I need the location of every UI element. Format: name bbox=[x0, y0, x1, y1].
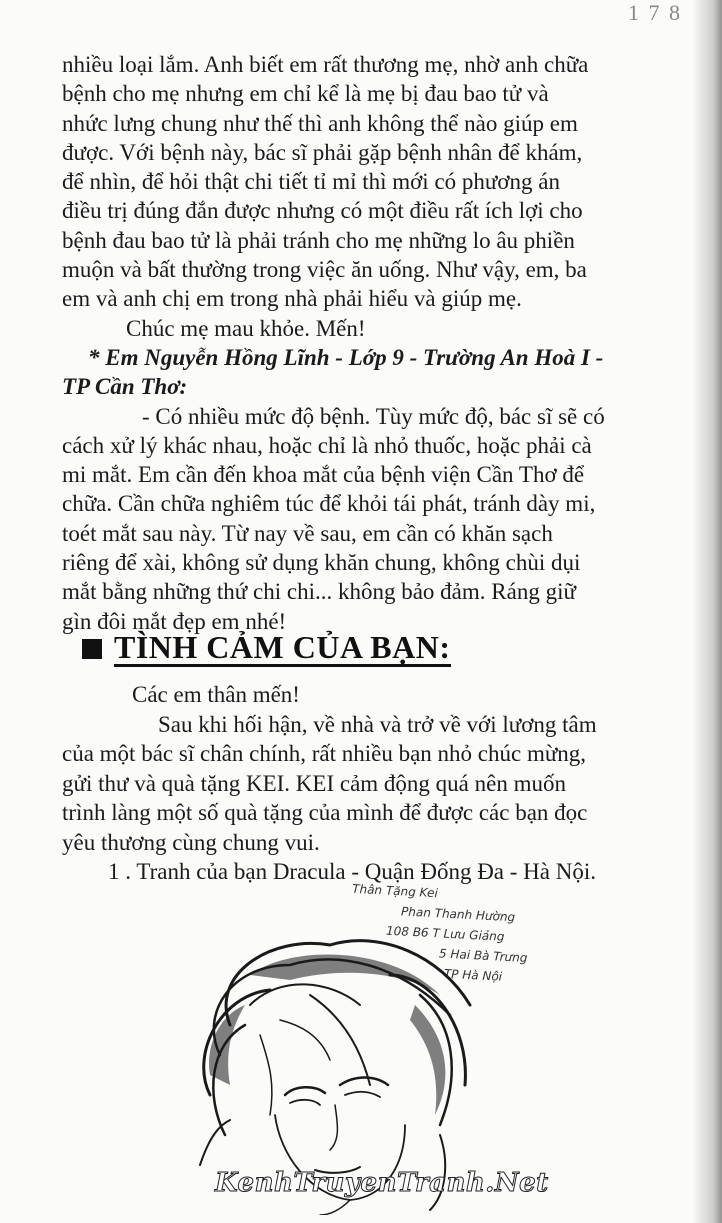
text-line: riêng để xài, không sử dụng khăn chung, không chùi dụi bbox=[62, 550, 581, 576]
text-line: trình làng một số quà tặng của mình để được các bạn đọc bbox=[62, 800, 588, 825]
text-line: được. Với bệnh này, bác sĩ phải gặp bệnh nhân để khám, bbox=[62, 139, 583, 165]
page-number: 1 7 8 bbox=[628, 0, 682, 25]
article-body-top bbox=[62, 50, 662, 636]
text-line: nhiều loại lắm. Anh biết em rất thương mẹ, nhờ anh chữa bbox=[62, 52, 589, 77]
note-line: Thân Tặng Kei bbox=[351, 881, 439, 901]
list-item: 1 . Tranh của bạn Dracula - Quận Đống Đa - Hà Nội. bbox=[108, 859, 596, 884]
text-line: để nhìn, để hỏi thật chi tiết tỉ mỉ thì mới có phương án bbox=[62, 169, 560, 195]
watermark: KenhTruyenTranh.Net bbox=[215, 1168, 549, 1198]
text-line: Sau khi hối hận, về nhà và trở về với lương tâm bbox=[158, 711, 597, 737]
text-line: mắt bằng những thứ chi chi... không bảo đảm. Ráng giữ bbox=[62, 579, 576, 605]
note-line: TP Hà Nội bbox=[443, 966, 503, 984]
section-heading bbox=[82, 630, 451, 667]
sign-off: Chúc mẹ mau khỏe. Mến! bbox=[126, 315, 366, 341]
note-line: Phan Thanh Hường bbox=[400, 904, 516, 925]
text-line: mi mắt. Em cần đến khoa mắt của bệnh viện Cần Thơ để bbox=[62, 462, 585, 488]
bullet-square-icon bbox=[82, 639, 102, 659]
text-line: của một bác sĩ chân chính, rất nhiều bạn nhỏ chúc mừng, bbox=[62, 741, 587, 766]
text-line: gửi thư và quà tặng KEI. KEI cảm động quá nên muốn bbox=[62, 770, 566, 796]
text-line: điều trị đúng đắn được nhưng có một điều rất ích lợi cho bbox=[62, 198, 583, 224]
text-line: nhức lưng chung như thế thì anh không thể nào giúp em bbox=[62, 110, 578, 136]
greeting: Các em thân mến! bbox=[132, 682, 300, 707]
page-edge-shadow bbox=[692, 0, 722, 1223]
text-line: - Có nhiều mức độ bệnh. Tùy mức độ, bác sĩ sẽ có bbox=[142, 403, 605, 429]
text-line: yêu thương cùng chung vui. bbox=[62, 829, 320, 855]
reader-header-city: TP Cần Thơ: bbox=[62, 374, 188, 400]
text-line: gìn đôi mắt đẹp em nhé! bbox=[62, 608, 287, 634]
article-body-bottom bbox=[62, 680, 682, 887]
text-line: em và anh chị em trong nhà phải hiểu và giúp mẹ. bbox=[62, 286, 522, 312]
note-line: 5 Hai Bà Trưng bbox=[438, 946, 528, 966]
text-line: bệnh đau bao tử là phải tránh cho mẹ những lo âu phiền bbox=[62, 227, 575, 253]
section-title: TÌNH CẢM CỦA BẠN: bbox=[114, 629, 451, 665]
text-line: cách xử lý khác nhau, hoặc chỉ là nhỏ thuốc, hoặc phải cà bbox=[62, 432, 592, 458]
reader-header: * Em Nguyễn Hồng Lĩnh - Lớp 9 - Trường An Hoà I - bbox=[88, 344, 604, 370]
text-line: muộn và bất thường trong việc ăn uống. Như vậy, em, ba bbox=[62, 257, 587, 283]
text-line: toét mắt sau này. Từ nay về sau, em cần có khăn sạch bbox=[62, 520, 553, 546]
text-line: bệnh cho mẹ nhưng em chỉ kể là mẹ bị đau bao tử và bbox=[62, 81, 549, 107]
note-line: 108 B6 T Lưu Giảng bbox=[385, 923, 505, 944]
text-line: chữa. Cần chữa nghiêm túc để khỏi tái phát, tránh dày mi, bbox=[62, 491, 596, 517]
